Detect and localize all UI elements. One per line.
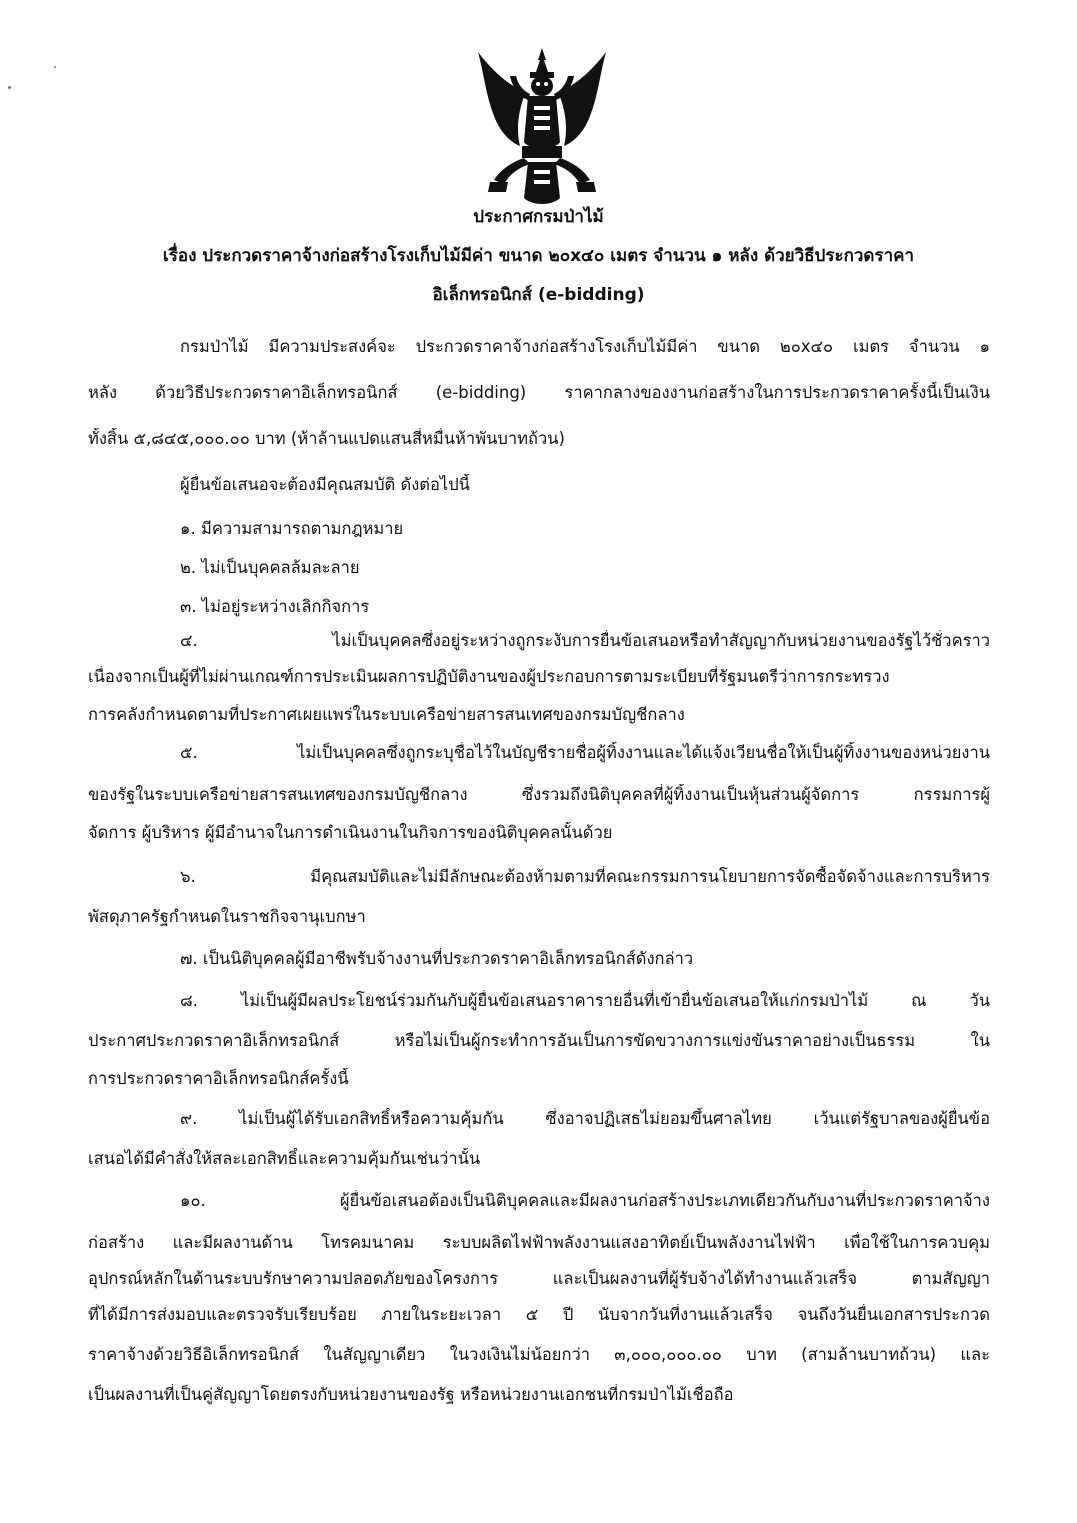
qualification-item: ๓. ไม่อยู่ระหว่างเลิกกิจการ	[180, 597, 370, 616]
qualification-item: ๖. มีคุณสมบัติและไม่มีลักษณะต้องห้ามตามที่คณะกรรมการนโยบายการจัดซื้อจัดจ้างและการบริหาร	[180, 867, 990, 886]
qualification-item-continued: จัดการ ผู้บริหาร ผู้มีอำนาจในการดำเนินงานในกิจการของนิติบุคคลนั้นด้วย	[88, 823, 613, 842]
announcement-title: ประกาศกรมป่าไม้	[473, 207, 604, 227]
qualification-item-continued: เสนอได้มีคำสั่งให้สละเอกสิทธิ์และความคุ้มกันเช่นว่านั้น	[88, 1149, 481, 1168]
qualification-item-continued: การคลังกำหนดตามที่ประกาศเผยแพร่ในระบบเครือข่ายสารสนเทศของกรมบัญชีกลาง	[88, 705, 685, 724]
scan-speck	[8, 86, 11, 89]
qualification-item: ๘. ไม่เป็นผู้มีผลประโยชน์ร่วมกันกับผู้ยื่นข้อเสนอราคารายอื่นที่เข้ายื่นข้อเสนอให้แก่กรมป่าไม้ ณ วัน	[180, 991, 990, 1010]
scan-speck	[54, 66, 56, 68]
qualification-item: ๙. ไม่เป็นผู้ได้รับเอกสิทธิ์หรือความคุ้มกัน ซึ่งอาจปฏิเสธไม่ยอมขึ้นศาลไทย เว้นแต่รัฐบาลของผู้ยื่นข้อ	[180, 1109, 990, 1128]
intro-paragraph-line: ทั้งสิ้น ๕,๘๔๕,๐๐๐.๐๐ บาท (ห้าล้านแปดแสนสี่หมื่นห้าพันบาทถ้วน)	[88, 429, 565, 448]
qualification-item-continued: เป็นผลงานที่เป็นคู่สัญญาโดยตรงกับหน่วยงานของรัฐ หรือหน่วยงานเอกชนที่กรมป่าไม้เชื่อถือ	[88, 1385, 734, 1404]
qualification-item: ๑. มีความสามารถตามกฎหมาย	[180, 519, 404, 538]
qualification-item: ๑๐. ผู้ยื่นข้อเสนอต้องเป็นนิติบุคคลและมีผลงานก่อสร้างประเภทเดียวกันกับงานที่ประกวดราคาจ้าง	[180, 1191, 990, 1210]
qualification-item-continued: อุปกรณ์หลักในด้านระบบรักษาความปลอดภัยของโครงการ และเป็นผลงานที่ผู้รับจ้างได้ทำงานแล้วเสร็จ ตามสัญญา	[88, 1269, 990, 1288]
announcement-subject-continued: อิเล็กทรอนิกส์ (e-bidding)	[432, 285, 645, 305]
qualification-item-continued: ราคาจ้างด้วยวิธีอิเล็กทรอนิกส์ ในสัญญาเดียว ในวงเงินไม่น้อยกว่า ๓,๐๐๐,๐๐๐.๐๐ บาท (สามล้านบาทถ้วน) และ	[88, 1345, 990, 1364]
qualification-item-continued: ที่ได้มีการส่งมอบและตรวจรับเรียบร้อย ภายในระยะเวลา ๕ ปี นับจากวันที่งานแล้วเสร็จ จนถึงวันยื่นเอกสารประกวด	[88, 1305, 990, 1324]
intro-paragraph-line: กรมป่าไม้ มีความประสงค์จะ ประกวดราคาจ้างก่อสร้างโรงเก็บไม้มีค่า ขนาด ๒๐x๔๐ เมตร จำนวน ๑	[180, 337, 990, 356]
garuda-emblem-icon	[464, 46, 620, 212]
qualification-item-continued: พัสดุภาครัฐกำหนดในราชกิจจานุเบกษา	[88, 907, 366, 926]
announcement-subject: เรื่อง ประกวดราคาจ้างก่อสร้างโรงเก็บไม้มีค่า ขนาด ๒๐x๔๐ เมตร จำนวน ๑ หลัง ด้วยวิธีประกวดราคา	[162, 246, 915, 266]
intro-paragraph-line: หลัง ด้วยวิธีประกวดราคาอิเล็กทรอนิกส์ (e-bidding) ราคากลางของงานก่อสร้างในการประกวดราคาครั้งนี้เป็นเงิน	[88, 383, 990, 402]
qualification-item-continued: เนื่องจากเป็นผู้ที่ไม่ผ่านเกณฑ์การประเมินผลการปฏิบัติงานของผู้ประกอบการตามระเบียบที่รัฐมนตรีว่าการกระทรวง	[88, 667, 890, 686]
qualification-item-continued: ก่อสร้าง และมีผลงานด้าน โทรคมนาคม ระบบผลิตไฟฟ้าพลังงานแสงอาทิตย์เป็นพลังงานไฟฟ้า เพื่อใช้ในการควบคุม	[88, 1233, 990, 1252]
qualification-item-continued: ประกาศประกวดราคาอิเล็กทรอนิกส์ หรือไม่เป็นผู้กระทำการอันเป็นการขัดขวางการแข่งขันราคาอย่างเป็นธรรม ใน	[88, 1031, 990, 1050]
qualifications-heading: ผู้ยื่นข้อเสนอจะต้องมีคุณสมบัติ ดังต่อไปนี้	[180, 475, 470, 494]
qualification-item-continued: ของรัฐในระบบเครือข่ายสารสนเทศของกรมบัญชีกลาง ซึ่งรวมถึงนิติบุคคลที่ผู้ทิ้งงานเป็นหุ้นส่วนผู้จัดการ กรรมการผู้	[88, 785, 990, 804]
qualification-item: ๕. ไม่เป็นบุคคลซึ่งถูกระบุชื่อไว้ในบัญชีรายชื่อผู้ทิ้งงานและได้แจ้งเวียนชื่อให้เป็นผู้ทิ้งงานของหน่วยงาน	[180, 743, 990, 762]
qualification-item-continued: การประกวดราคาอิเล็กทรอนิกส์ครั้งนี้	[88, 1069, 349, 1088]
qualification-item: ๔. ไม่เป็นบุคคลซึ่งอยู่ระหว่างถูกระงับการยื่นข้อเสนอหรือทำสัญญากับหน่วยงานของรัฐไว้ชั่วคราว	[180, 631, 990, 650]
qualification-item: ๗. เป็นนิติบุคคลผู้มีอาชีพรับจ้างงานที่ประกวดราคาอิเล็กทรอนิกส์ดังกล่าว	[180, 949, 694, 968]
qualification-item: ๒. ไม่เป็นบุคคลล้มละลาย	[180, 558, 360, 577]
